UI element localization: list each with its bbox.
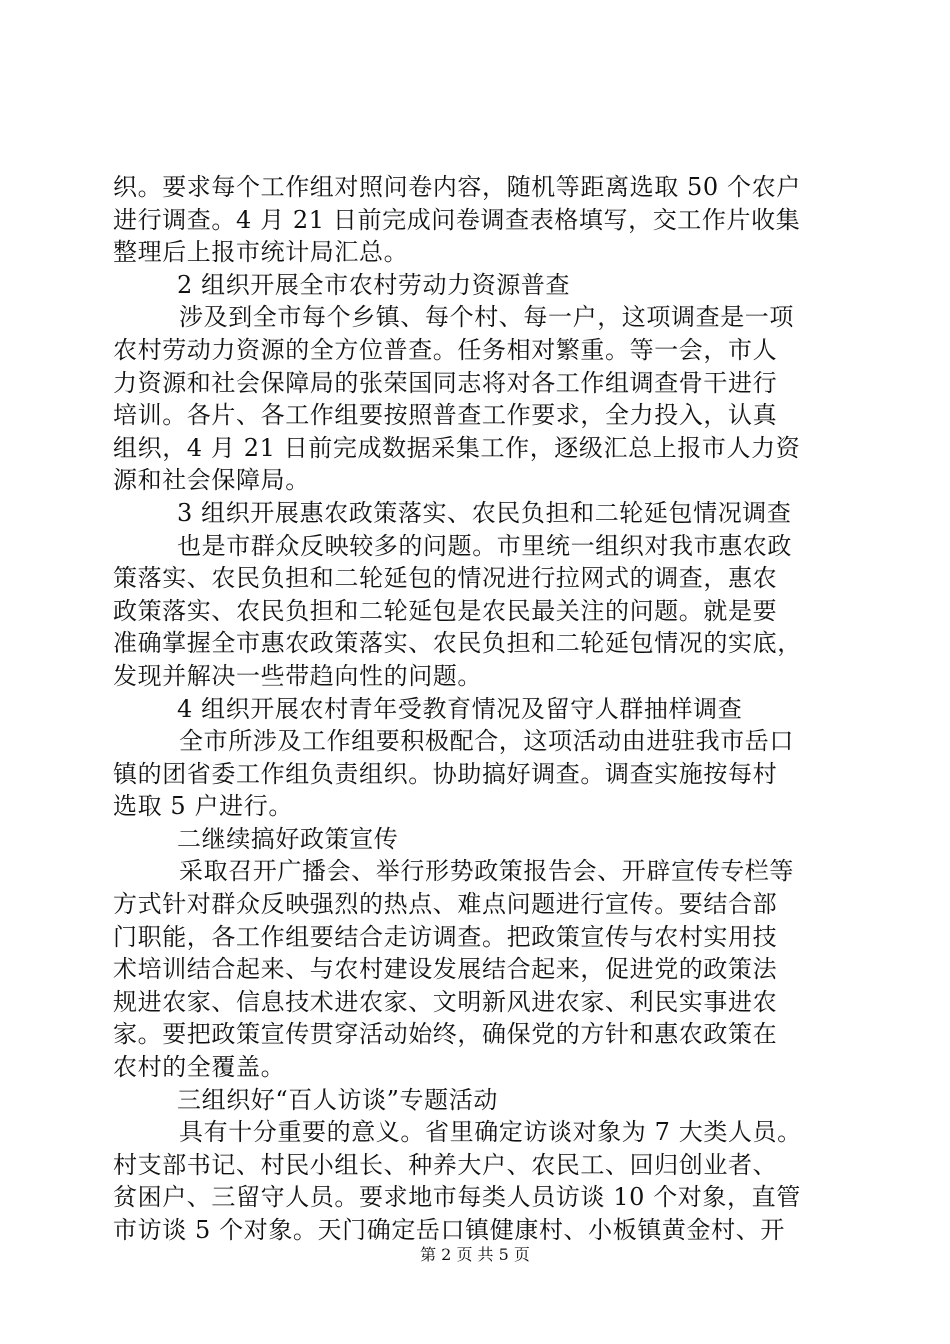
body-line: 力资源和社会保障局的张荣国同志将对各工作组调查骨干进行 xyxy=(113,368,778,397)
body-line: 涉及到全市每个乡镇、每个村、每一户，这项调查是一项 xyxy=(179,303,794,332)
body-line: 整理后上报市统计局汇总。 xyxy=(113,238,409,267)
body-line: 进行调查。4 月 21 日前完成问卷调查表格填写，交工作片收集 xyxy=(113,205,801,234)
body-line: 具有十分重要的意义。省里确定访谈对象为 7 大类人员。 xyxy=(179,1118,802,1147)
body-line: 镇的团省委工作组负责组织。协助搞好调查。调查实施按每村 xyxy=(113,759,778,788)
body-line: 也是市群众反映较多的问题。市里统一组织对我市惠农政 xyxy=(177,531,792,560)
body-line: 家。要把政策宣传贯穿活动始终，确保党的方针和惠农政策在 xyxy=(113,1020,778,1049)
body-line: 采取召开广播会、举行形势政策报告会、开辟宣传专栏等 xyxy=(179,857,794,886)
section-heading: 三组织好“百人访谈”专题活动 xyxy=(177,1085,498,1114)
section-heading: 二继续搞好政策宣传 xyxy=(177,824,399,853)
body-line: 贫困户、三留守人员。要求地市每类人员访谈 10 个对象，直管 xyxy=(113,1183,801,1212)
body-line: 政策落实、农民负担和二轮延包是农民最关注的问题。就是要 xyxy=(113,596,778,625)
body-line: 准确掌握全市惠农政策落实、农民负担和二轮延包情况的实底， xyxy=(113,629,802,658)
body-line: 策落实、农民负担和二轮延包的情况进行拉网式的调查，惠农 xyxy=(113,564,778,593)
body-line: 方式针对群众反映强烈的热点、难点问题进行宣传。要结合部 xyxy=(113,890,778,919)
body-line: 源和社会保障局。 xyxy=(113,466,310,495)
body-line: 培训。各片、各工作组要按照普查工作要求，全力投入，认真 xyxy=(113,401,778,430)
section-heading: 3 组织开展惠农政策落实、农民负担和二轮延包情况调查 xyxy=(177,498,792,527)
body-line: 村支部书记、村民小组长、种养大户、农民工、回归创业者、 xyxy=(113,1150,778,1179)
body-line: 规进农家、信息技术进农家、文明新风进农家、利民实事进农 xyxy=(113,987,778,1016)
body-line: 选取 5 户进行。 xyxy=(113,792,293,821)
body-line: 市访谈 5 个对象。天门确定岳口镇健康村、小板镇黄金村、开 xyxy=(113,1216,785,1244)
body-line: 发现并解决一些带趋向性的问题。 xyxy=(113,661,482,690)
body-line: 全市所涉及工作组要积极配合，这项活动由进驻我市岳口 xyxy=(179,727,794,756)
body-line: 术培训结合起来、与农村建设发展结合起来，促进党的政策法 xyxy=(113,955,778,984)
body-line: 织。要求每个工作组对照问卷内容，随机等距离选取 50 个农户 xyxy=(113,173,801,201)
section-heading: 4 组织开展农村青年受教育情况及留守人群抽样调查 xyxy=(177,694,743,723)
document-body xyxy=(113,171,841,1247)
body-line: 农村的全覆盖。 xyxy=(113,1053,286,1082)
page-number-footer: 第 2 页 共 5 页 xyxy=(420,1245,530,1264)
body-line: 组织，4 月 21 日前完成数据采集工作，逐级汇总上报市人力资 xyxy=(113,433,801,462)
body-line: 门职能，各工作组要结合走访调查。把政策宣传与农村实用技 xyxy=(113,922,778,951)
body-line: 农村劳动力资源的全方位普查。任务相对繁重。等一会，市人 xyxy=(113,335,778,364)
section-heading: 2 组织开展全市农村劳动力资源普查 xyxy=(177,270,571,299)
